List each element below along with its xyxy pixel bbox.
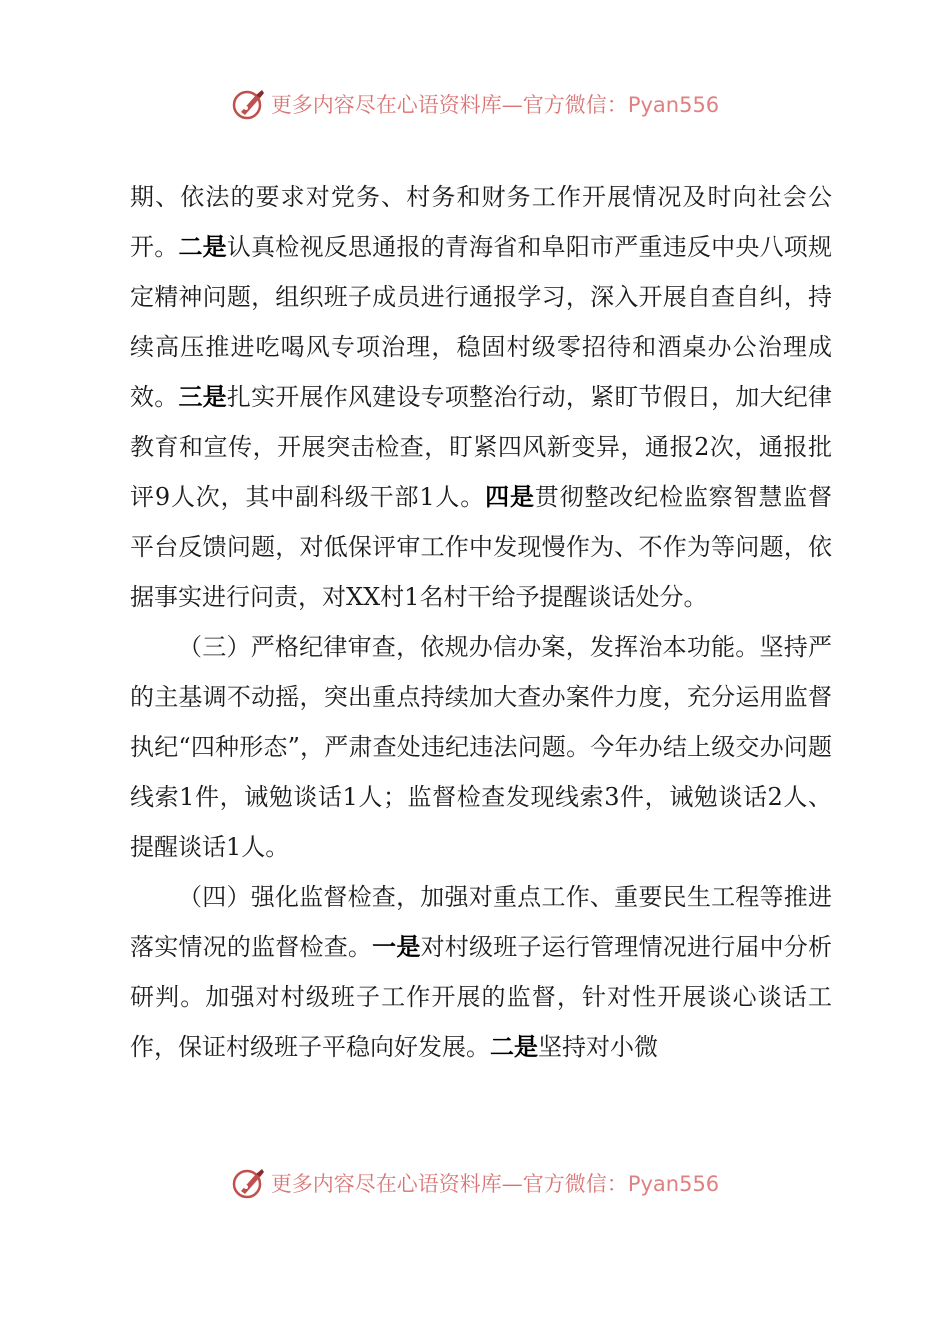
bold-marker: 三是 (178, 382, 227, 411)
paragraph (130, 172, 832, 622)
paragraph (130, 872, 832, 1072)
text-segment: （四）强化监督检查，加强对重点工作、重要民生工程等推进落实情况的监督检查。 (130, 883, 832, 961)
watermark-banner-bottom (0, 1163, 950, 1203)
text-segment: 贯彻整改纪检监察智慧监督平台反馈问题，对低保评审工作中发现慢作为、不作为等问题，依据事实进行问责，对XX村1名村干给予提醒谈话处分。 (130, 483, 833, 611)
text-segment: 期、依法的要求对党务、村务和财务工作开展情况及时向社会公开。 (130, 183, 832, 261)
watermark-site-text: 更多内容尽在心语资料库—官方微信： (270, 1172, 628, 1196)
pen-logo-icon (231, 86, 267, 122)
text-segment: 认真检视反思通报的青海省和阜阳市严重违反中央八项规定精神问题，组织班子成员进行通报学习，深入开展自查自纠，持续高压推进吃喝风专项治理，稳固村级零招待和酒桌办公治理成效。 (130, 233, 833, 411)
pen-logo-icon (231, 1165, 267, 1201)
watermark-site-text: 更多内容尽在心语资料库—官方微信： (270, 93, 628, 117)
bold-marker: 一是 (372, 932, 421, 961)
text-segment: 坚持对小微 (538, 1033, 658, 1061)
bold-marker: 四是 (485, 482, 535, 511)
text-segment: 对村级班子运行管理情况进行届中分析研判。加强对村级班子工作开展的监督，针对性开展谈心谈话工作，保证村级班子平稳向好发展。 (130, 933, 833, 1061)
watermark-text (271, 89, 719, 119)
text-segment: （三）严格纪律审查，依规办信办案，发挥治本功能。坚持严的主基调不动摇，突出重点持续加大查办案件力度，充分运用监督执纪“四种形态”，严肃查处违纪违法问题。今年办结上级交办问题线索1件，诫勉谈话1人；监督检查发现线索3件，诫勉谈话2人、提醒谈话1人。 (130, 633, 832, 861)
watermark-banner-top (0, 84, 950, 124)
paragraph (130, 622, 832, 872)
watermark-wechat-id: Pyan556 (627, 93, 720, 117)
document-body (130, 172, 832, 1072)
bold-marker: 二是 (490, 1032, 538, 1061)
text-segment: 扎实开展作风建设专项整治行动，紧盯节假日，加大纪律教育和宣传，开展突击检查，盯紧四风新变异，通报2次，通报批评9人次，其中副科级干部1人。 (130, 383, 833, 511)
bold-marker: 二是 (178, 232, 227, 261)
watermark-text (271, 1168, 719, 1198)
watermark-wechat-id: Pyan556 (627, 1172, 720, 1196)
